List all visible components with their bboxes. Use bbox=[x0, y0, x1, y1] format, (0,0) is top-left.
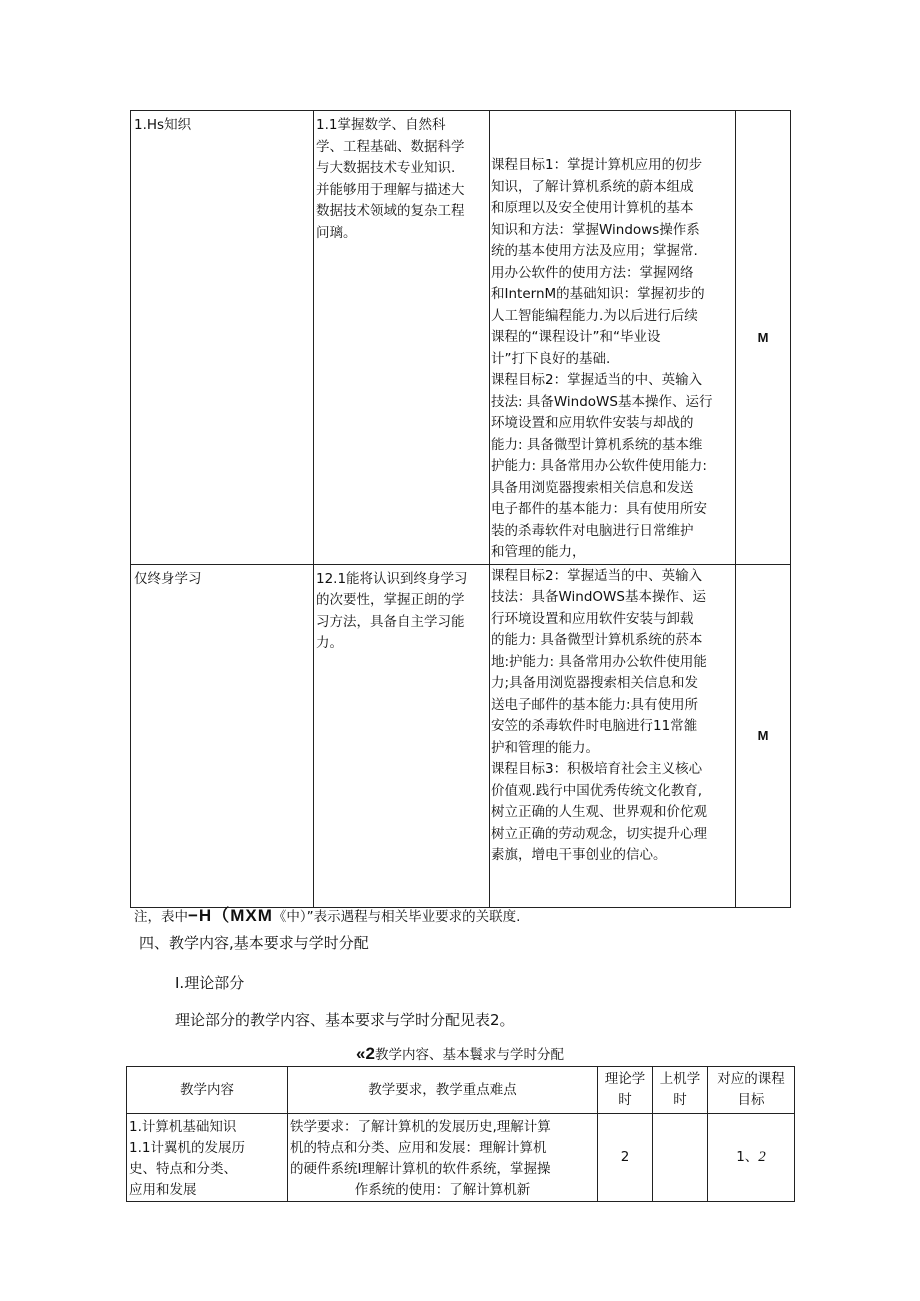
note-prefix: 注，表中 bbox=[134, 909, 188, 925]
header-course-goals: 对应的课程 目标 bbox=[708, 1067, 795, 1114]
relevance-cell: M bbox=[736, 564, 791, 907]
indicator-point-cell: 1.1掌握数学、自然科 学、工程基础、数据科学 与大数据技术专业知识. 并能够用于理解与描述大 数据技术领域的复杂工程 问璃。 bbox=[314, 111, 490, 565]
note-symbols: −H（MXM bbox=[188, 906, 273, 925]
graduation-requirement-mapping-table bbox=[130, 110, 791, 908]
body-paragraph: 理论部分的教学内容、基本要求与学时分配见表2。 bbox=[175, 1011, 515, 1029]
header-content: 教学内容 bbox=[127, 1067, 288, 1114]
theory-hours-cell: 2 bbox=[598, 1114, 653, 1202]
header-requirements: 教学要求，教学重点难点 bbox=[288, 1067, 598, 1114]
table-row bbox=[131, 564, 791, 907]
requirements-text: 铁学要求：了解计算机的发展历史,理解计算 机的特点和分类、应用和发展：理解计算机 的硬件系统I理解计算机的软件系统，掌握操 bbox=[290, 1119, 551, 1177]
course-goals-cell bbox=[708, 1114, 795, 1202]
lab-hours-cell bbox=[653, 1114, 708, 1202]
goal-numbers: 1、 bbox=[736, 1149, 759, 1165]
table-header-row bbox=[127, 1067, 795, 1114]
requirements-cell bbox=[288, 1114, 598, 1202]
table-row bbox=[131, 111, 791, 565]
indicator-point-cell: 12.1能将认识到终身学习 的次要性，掌握正朗的学 习方法，具备自主学习能 力。 bbox=[314, 564, 490, 907]
header-theory-hours: 理论学 时 bbox=[598, 1067, 653, 1114]
table-note bbox=[134, 901, 520, 926]
content-cell: 1.计算机基础知识 1.1计翼机的发展历 史、特点和分类、 应用和发展 bbox=[127, 1114, 288, 1202]
teaching-content-table bbox=[126, 1066, 795, 1202]
note-suffix: 《中）”表示遇程与相关毕业要求的关联度. bbox=[272, 909, 521, 925]
course-goals-cell: 课程目标1：掌提计算机应用的仞步 知识，了解计算机系统的蔚本组成 和原理以及安全使用计算机的基本 知识和方法：掌握Windows操作系 统的基本使用方法及应用；掌握常. 用办公软件的使用方法：掌握网络 和InternM的基础知识：掌握初步的 人工智能编程能力.为以后进行后续 课程的“课程设计”和“毕业设 计”打下良好的基础. 课程目标2：掌握适当的中、英输入 技法: 具备WindoWS基本操作、运行 环境设置和应用软件安装与却战的 能力: 具备微型计算机系统的基本维 护能力: 具备常用办公软件使用能力: 具备用浏览器搜索相关信息和发送 电子都件的基本能力：具有使用所安 装的杀毒软件对电脑进行日常维护 和管理的能力， bbox=[490, 111, 736, 565]
course-goals-cell: 课程目标2：掌握适当的中、英输入 技法：具备WindOWS基本操作、运 行环境设置和应用软件安装与卸载 的能力: 具备微型计算机系统的菸本 地:护能力: 具备常用办公软件使用能 力;具备用浏览器搜索相关信息和发 送电子邮件的基本能力:具有使用所 安笠的杀毒软件时电脑进行11常雒 护和管理的能力。 课程目标3：积极培育社会主义核心 价值观.践行中国优秀传统文化教育, 树立正确的人生观、世界观和价佗观 树立正确的劳动观念，切实提升心理 素旗，增电干事创业的信心。 bbox=[490, 564, 736, 907]
relevance-cell: M bbox=[736, 111, 791, 565]
header-lab-hours: 上机学 时 bbox=[653, 1067, 708, 1114]
table-caption-number: «2 bbox=[356, 1044, 375, 1063]
table-caption-text: 教学内容、基本鬟求与学时分配 bbox=[374, 1047, 564, 1063]
graduation-requirement-cell: 仅终身学习 bbox=[131, 564, 314, 907]
table-caption bbox=[0, 1043, 920, 1064]
requirements-text-last-line: 作系统的使用：了解计算机新 bbox=[354, 1182, 531, 1198]
goal-numbers-italic: 2 bbox=[758, 1149, 766, 1165]
subsection-heading: I.理论部分 bbox=[175, 974, 245, 992]
section-heading: 四、教学内容,基本要求与学时分配 bbox=[139, 934, 369, 952]
table-row bbox=[127, 1114, 795, 1202]
graduation-requirement-cell: 1.Hs知织 bbox=[131, 111, 314, 565]
